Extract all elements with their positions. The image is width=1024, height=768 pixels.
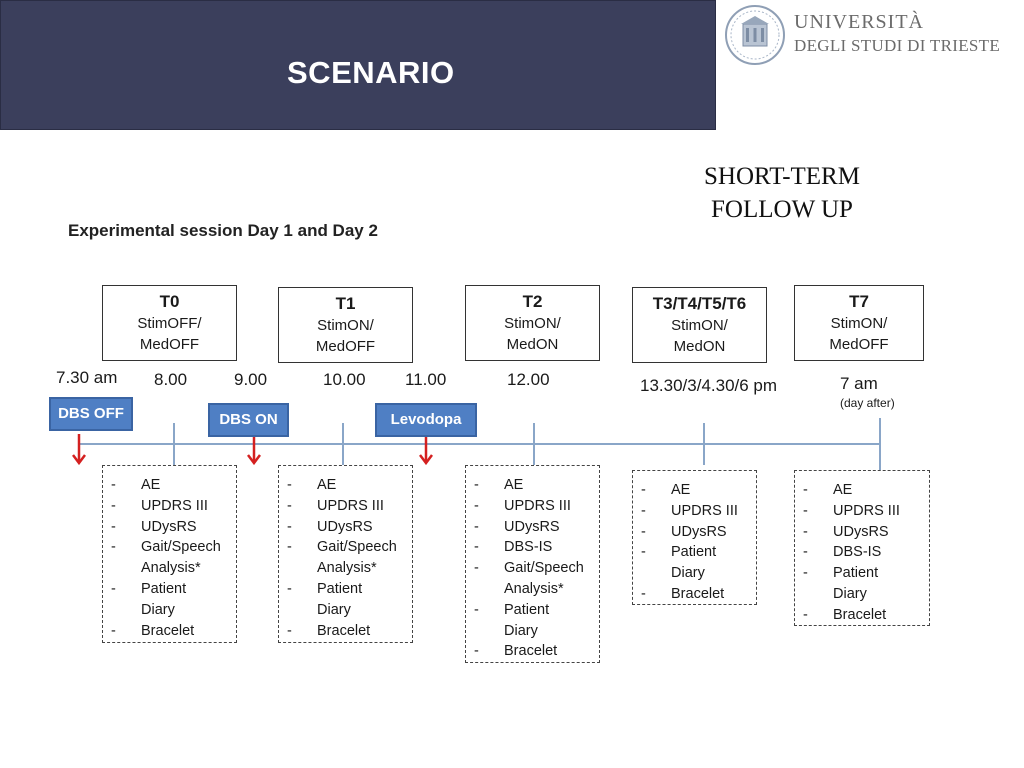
time-label: 7.30 am [56,368,118,387]
bullet-dash [474,621,504,642]
assessment-text: Patient [504,601,550,618]
assessment-text: AE [671,482,691,498]
assessment-text: Bracelet [833,606,887,623]
bullet-dash [803,584,833,605]
assessment-text: Bracelet [317,622,371,639]
assessment-item [474,496,593,517]
bullet-dash: - [641,585,646,602]
assessment-text: Diary [833,585,867,602]
assessment-item [111,621,230,642]
assessment-item [803,480,923,501]
bullet-dash: - [803,523,808,540]
assessment-item [641,522,750,543]
assessment-text: Patient [317,580,363,597]
assessment-text: Patient [671,544,717,561]
assessment-text: Diary [317,601,351,618]
title-banner [0,0,716,130]
assessment-item [287,600,406,621]
timepoint-box-t0 [102,285,237,361]
bullet-dash: - [474,539,479,556]
assessment-text: UDysRS [141,518,197,535]
bullet-dash: - [474,518,479,535]
assessment-item [474,537,593,558]
assessment-text: UPDRS III [671,502,738,519]
time-label: 12.00 [507,370,550,389]
assessment-text: AE [833,482,853,498]
timepoint-condition-1: StimON/ [317,317,374,334]
time-note: (day after) [840,396,895,410]
assessment-item [803,563,923,584]
time-label: 9.00 [234,370,268,389]
bullet-dash [641,563,671,584]
down-arrow-icon [73,434,85,463]
bullet-dash: - [803,606,808,623]
followup-line-1: SHORT-TERM [704,163,860,190]
university-seal-icon [724,4,786,66]
timepoint-box-t3-t6 [632,287,767,363]
timepoint-name: T7 [849,292,869,311]
assessment-text: Gait/Speech [504,560,584,577]
assessment-item [111,496,230,517]
timepoint-condition-1: StimON/ [830,315,888,332]
assessment-item [803,522,923,543]
down-arrow-icon [248,437,260,463]
bullet-dash: - [641,523,646,540]
assessment-text: Analysis* [504,580,564,597]
assessment-text: UDysRS [504,518,560,535]
bullet-dash: - [287,539,292,556]
bullet-dash: - [111,622,116,639]
bullet-dash: - [803,502,808,519]
assessment-item [474,579,593,600]
assessment-item [111,600,230,621]
assessment-text: Bracelet [671,585,725,602]
assessment-item [287,579,406,600]
followup-label [660,160,904,226]
assessment-list-t1 [278,465,413,643]
assessment-item [803,605,923,626]
assessment-text: Bracelet [504,643,558,660]
assessment-item [641,480,750,501]
assessment-text: AE [504,477,524,493]
action-dbs-off: DBS OFF [49,397,133,431]
timepoint-condition-1: StimON/ [671,317,728,334]
assessment-item [111,579,230,600]
assessment-item [111,537,230,558]
assessment-text: UPDRS III [317,497,384,514]
assessment-text: UPDRS III [504,497,571,514]
bullet-dash: - [111,518,116,535]
assessment-list-t3-t6 [632,470,757,605]
bullet-dash: - [474,477,479,493]
assessment-text: Diary [671,565,705,582]
assessment-item [641,563,750,584]
timepoint-condition-1: StimOFF/ [137,315,202,332]
bullet-dash: - [641,502,646,519]
assessment-text: DBS-IS [833,544,882,561]
bullet-dash [111,600,141,621]
assessment-item [641,584,750,605]
time-label: 11.00 [405,370,447,389]
assessment-item [287,496,406,517]
timepoint-box-t1 [278,287,413,363]
assessment-item [641,501,750,522]
bullet-dash: - [111,477,116,493]
action-dbs-on: DBS ON [208,403,289,437]
assessment-text: UDysRS [317,518,373,535]
bullet-dash: - [641,482,646,498]
assessment-item [287,517,406,538]
assessment-text: Diary [504,622,538,639]
assessment-text: Gait/Speech [141,539,221,556]
time-label: 7 am [840,374,878,393]
bullet-dash: - [803,482,808,498]
bullet-dash: - [474,643,479,660]
university-logo [724,4,1024,68]
down-arrow-icon [420,437,432,463]
timepoint-box-t7 [794,285,924,361]
bullet-dash [474,579,504,600]
bullet-dash: - [287,477,292,493]
bullet-dash: - [287,497,292,514]
timepoint-box-t2 [465,285,600,361]
logo-line-1: UNIVERSITÀ [794,11,924,33]
bullet-dash: - [474,601,479,618]
timepoint-name: T1 [335,294,356,313]
assessment-item [474,517,593,538]
bullet-dash [111,558,141,579]
slide-title: SCENARIO [287,55,455,90]
assessment-text: UDysRS [671,523,727,540]
assessment-item [287,621,406,642]
assessment-text: AE [141,477,161,493]
timepoint-condition-1: StimON/ [504,315,561,332]
assessment-text: UPDRS III [833,502,900,519]
session-title: Experimental session Day 1 and Day 2 [68,221,378,240]
bullet-dash: - [287,580,292,597]
assessment-text: Analysis* [317,560,377,577]
assessment-item [803,584,923,605]
bullet-dash: - [474,560,479,577]
bullet-dash [287,558,317,579]
bullet-dash: - [287,518,292,535]
assessment-text: Diary [141,601,175,618]
timepoint-name: T2 [522,292,543,311]
assessment-item [111,517,230,538]
logo-line-2: DEGLI STUDI DI TRIESTE [794,36,1001,55]
bullet-dash: - [803,544,808,561]
timepoint-name: T0 [159,292,180,311]
assessment-text: DBS-IS [504,539,553,556]
timepoint-condition-2: MedON [673,338,726,355]
assessment-list-t2 [465,465,600,663]
assessment-item [803,501,923,522]
assessment-item [474,558,593,579]
assessment-item [474,621,593,642]
assessment-text: Bracelet [141,622,195,639]
time-label: 10.00 [323,370,366,389]
bullet-dash: - [111,497,116,514]
bullet-dash: - [474,497,479,514]
assessment-text: Analysis* [141,560,201,577]
time-label: 8.00 [154,370,188,389]
timepoint-condition-2: MedOFF [829,336,889,353]
assessment-text: Gait/Speech [317,539,397,556]
bullet-dash: - [641,544,646,561]
timepoint-condition-2: MedOFF [315,338,376,355]
assessment-list-t7 [794,470,930,626]
bullet-dash [287,600,317,621]
assessment-text: UDysRS [833,523,889,540]
assessment-text: Patient [833,565,879,582]
assessment-item [474,475,593,496]
assessment-item [803,542,923,563]
assessment-item [287,537,406,558]
assessment-item [287,475,406,496]
timepoint-condition-2: MedOFF [139,336,200,353]
timepoint-condition-2: MedON [506,336,559,353]
assessment-text: UPDRS III [141,497,208,514]
assessment-text: Patient [141,580,187,597]
bullet-dash: - [287,622,292,639]
bullet-dash: - [111,539,116,556]
time-label: 13.30/3/4.30/6 pm [640,376,778,395]
bullet-dash: - [803,565,808,582]
assessment-item [474,641,593,662]
action-levodopa: Levodopa [375,403,477,437]
assessment-item [287,558,406,579]
assessment-item [111,558,230,579]
timepoint-name: T3/T4/T5/T6 [652,294,747,313]
assessment-item [111,475,230,496]
bullet-dash: - [111,580,116,597]
assessment-item [474,600,593,621]
followup-line-2: FOLLOW UP [711,196,853,223]
assessment-text: AE [317,477,337,493]
assessment-list-t0 [102,465,237,643]
assessment-item [641,542,750,563]
